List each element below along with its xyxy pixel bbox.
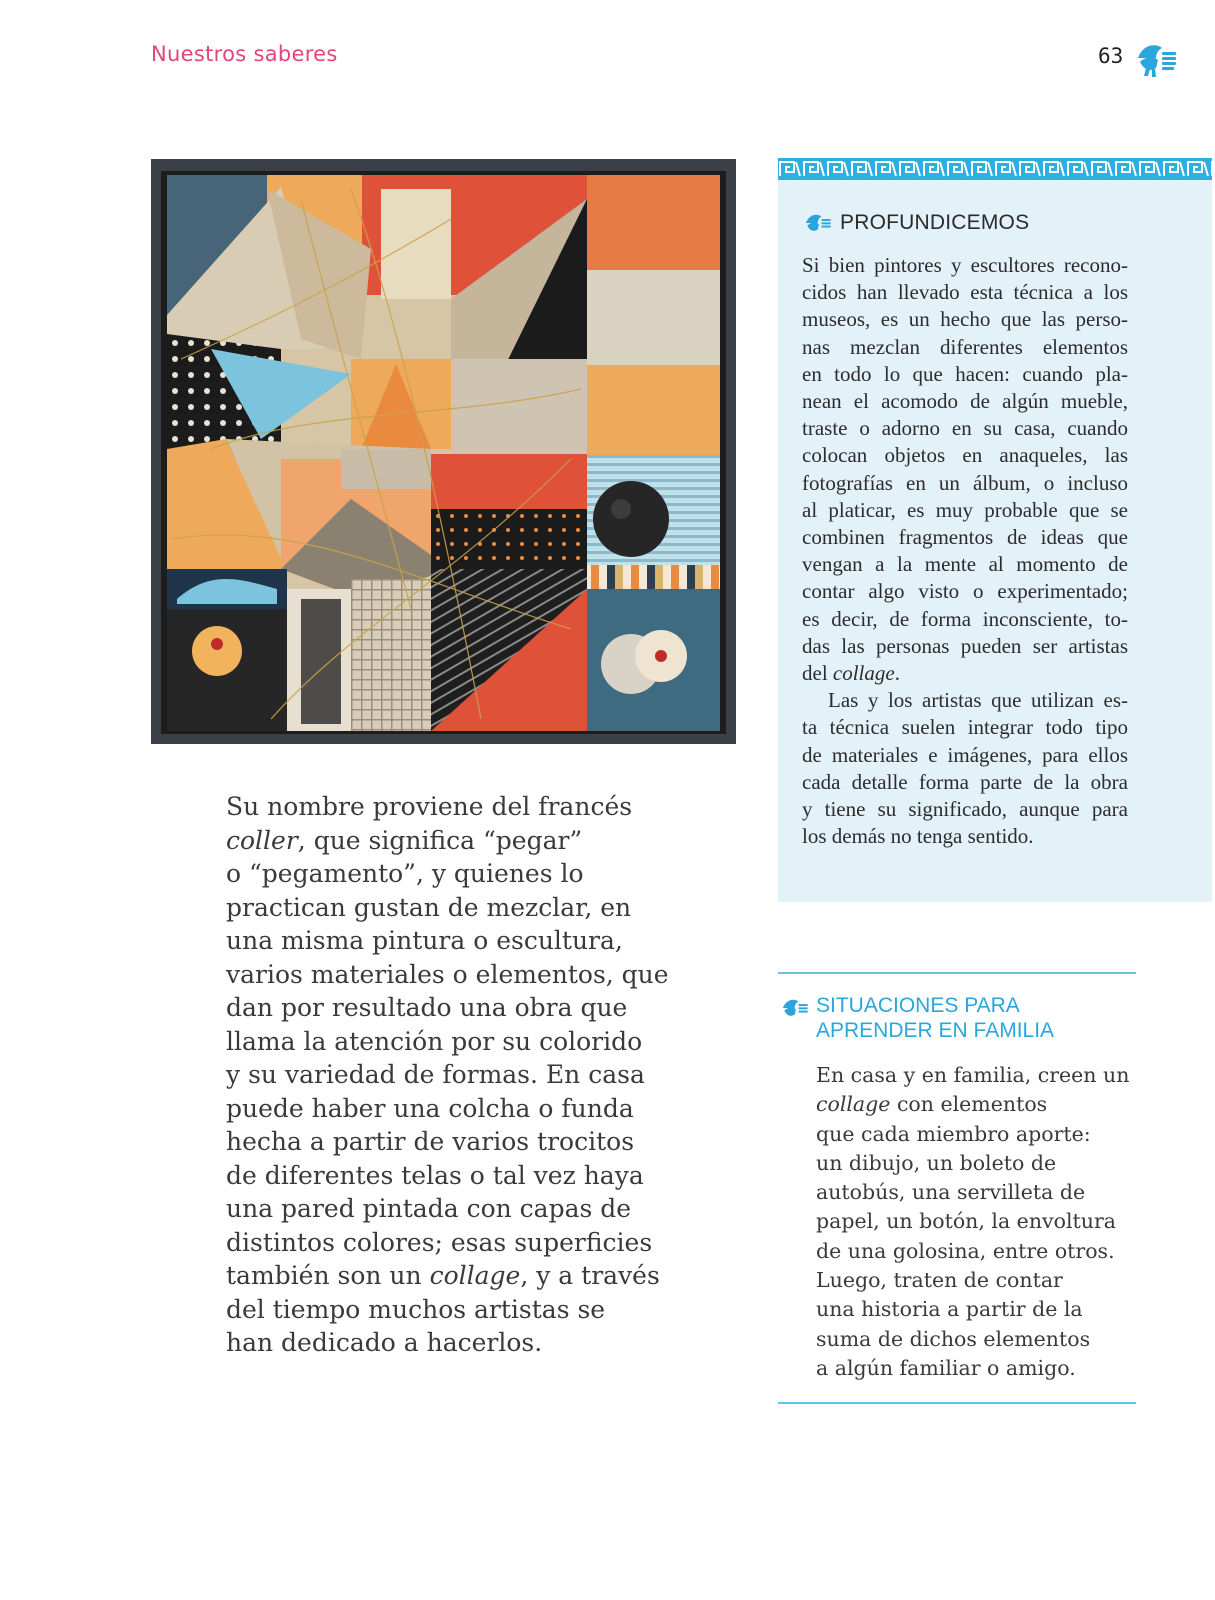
main-line: del tiempo muchos artistas se [226,1294,606,1324]
deepen-line: fotografías en un álbum, o incluso [802,470,1128,495]
main-paragraph [226,790,676,1360]
collage-quilt-image [151,159,736,744]
deepen-line: contar algo visto o experimentado; [802,579,1128,604]
deepen-box [778,158,1212,902]
main-line: varios materiales o elementos, que [226,959,669,989]
section-title: Nuestros saberes [151,42,338,66]
greek-key-pattern [778,158,1212,180]
deepen-paragraph [802,252,1128,850]
family-top-rule [778,972,1136,974]
main-line: o “pegamento”, y quienes lo [226,859,584,888]
deepen-line: nean el acomodo de algún mueble, [802,389,1128,414]
deepen-line: ta técnica suelen integrar todo tipo [802,715,1128,740]
deepen-title: PROFUNDICEMOS [840,211,1030,234]
deepen-line: los demás no tenga sentido. [802,824,1034,849]
main-line: han dedicado a hacerlos. [226,1328,543,1357]
family-line: una historia a partir de la [816,1297,1083,1322]
deepen-line: combinen fragmentos de ideas que [802,525,1128,550]
deepen-line: museos, es un hecho que las perso- [802,307,1128,332]
deepen-line: de materiales e imágenes, para ellos [802,742,1128,767]
family-title [816,993,1116,1043]
main-line: puede haber una colcha o funda [226,1093,634,1123]
family-line: En casa y en familia, creen un [816,1063,1130,1087]
deepen-line: nas mezclan diferentes elementos [802,334,1128,359]
main-line: una misma pintura o escultura, [226,926,623,955]
winged-hand-icon [802,210,832,236]
family-line: Luego, traten de contar [816,1268,1063,1293]
deepen-line: cada detalle forma parte de la obra [802,769,1128,794]
family-line: de una golosina, entre otros. [816,1238,1115,1263]
deepen-line: es decir, de forma inconsciente, to- [802,606,1128,631]
family-title-line: SITUACIONES PARA [816,994,1020,1017]
main-line: llama la atención por su colorido [226,1026,643,1056]
deepen-line: colocan objetos en anaqueles, las [802,443,1128,468]
greek-key-band [778,158,1212,180]
deepen-line: y tiene su significado, aunque para [802,797,1128,822]
family-paragraph [816,1061,1146,1383]
main-line: dan por resultado una obra que [226,993,628,1022]
main-line: de diferentes telas o tal vez haya [226,1160,644,1190]
main-line: distintos colores; esas superficies [226,1227,653,1257]
family-bottom-rule [778,1402,1136,1404]
deepen-line: das las personas pueden ser artistas [802,633,1128,658]
main-line: y su variedad de formas. En casa [226,1060,645,1089]
main-line: Su nombre proviene del francés [226,792,633,821]
family-line: collage con elementos [816,1092,1048,1117]
deepen-line: traste o adorno en su casa, cuando [802,416,1128,441]
family-line: autobús, una servilleta de [816,1180,1086,1205]
deepen-line: Las y los artistas que utilizan es- [828,688,1128,713]
main-line: coller, que significa “pegar” [226,825,583,855]
family-line: que cada miembro aporte: [816,1121,1091,1146]
deepen-heading [802,210,1029,236]
main-line: una pared pintada con capas de [226,1194,632,1223]
page-number: 63 [1098,44,1124,68]
family-line: un dibujo, un boleto de [816,1150,1057,1175]
family-line: suma de dichos elementos [816,1326,1091,1351]
family-title-line: APRENDER EN FAMILIA [816,1019,1055,1042]
family-line: papel, un botón, la envoltura [816,1209,1116,1234]
main-line: practican gustan de mezclar, en [226,892,632,922]
deepen-line: del collage. [802,661,900,686]
deepen-line: Si bien pintores y escultores recono- [802,253,1128,277]
main-line: hecha a partir de varios trocitos [226,1127,635,1156]
deepen-line: en todo lo que hacen: cuando pla- [802,361,1128,386]
family-line: a algún familiar o amigo. [816,1355,1076,1380]
quilt-drawing [151,159,736,744]
winged-hand-icon [778,995,810,1021]
deepen-line: al platicar, es muy probable que se [802,497,1128,522]
winged-hand-icon [1132,38,1178,78]
deepen-line: cidos han llevado esta técnica a los [802,280,1128,305]
deepen-line: vengan a la mente al momento de [802,552,1128,577]
main-line: también son un collage, y a través [226,1261,660,1290]
